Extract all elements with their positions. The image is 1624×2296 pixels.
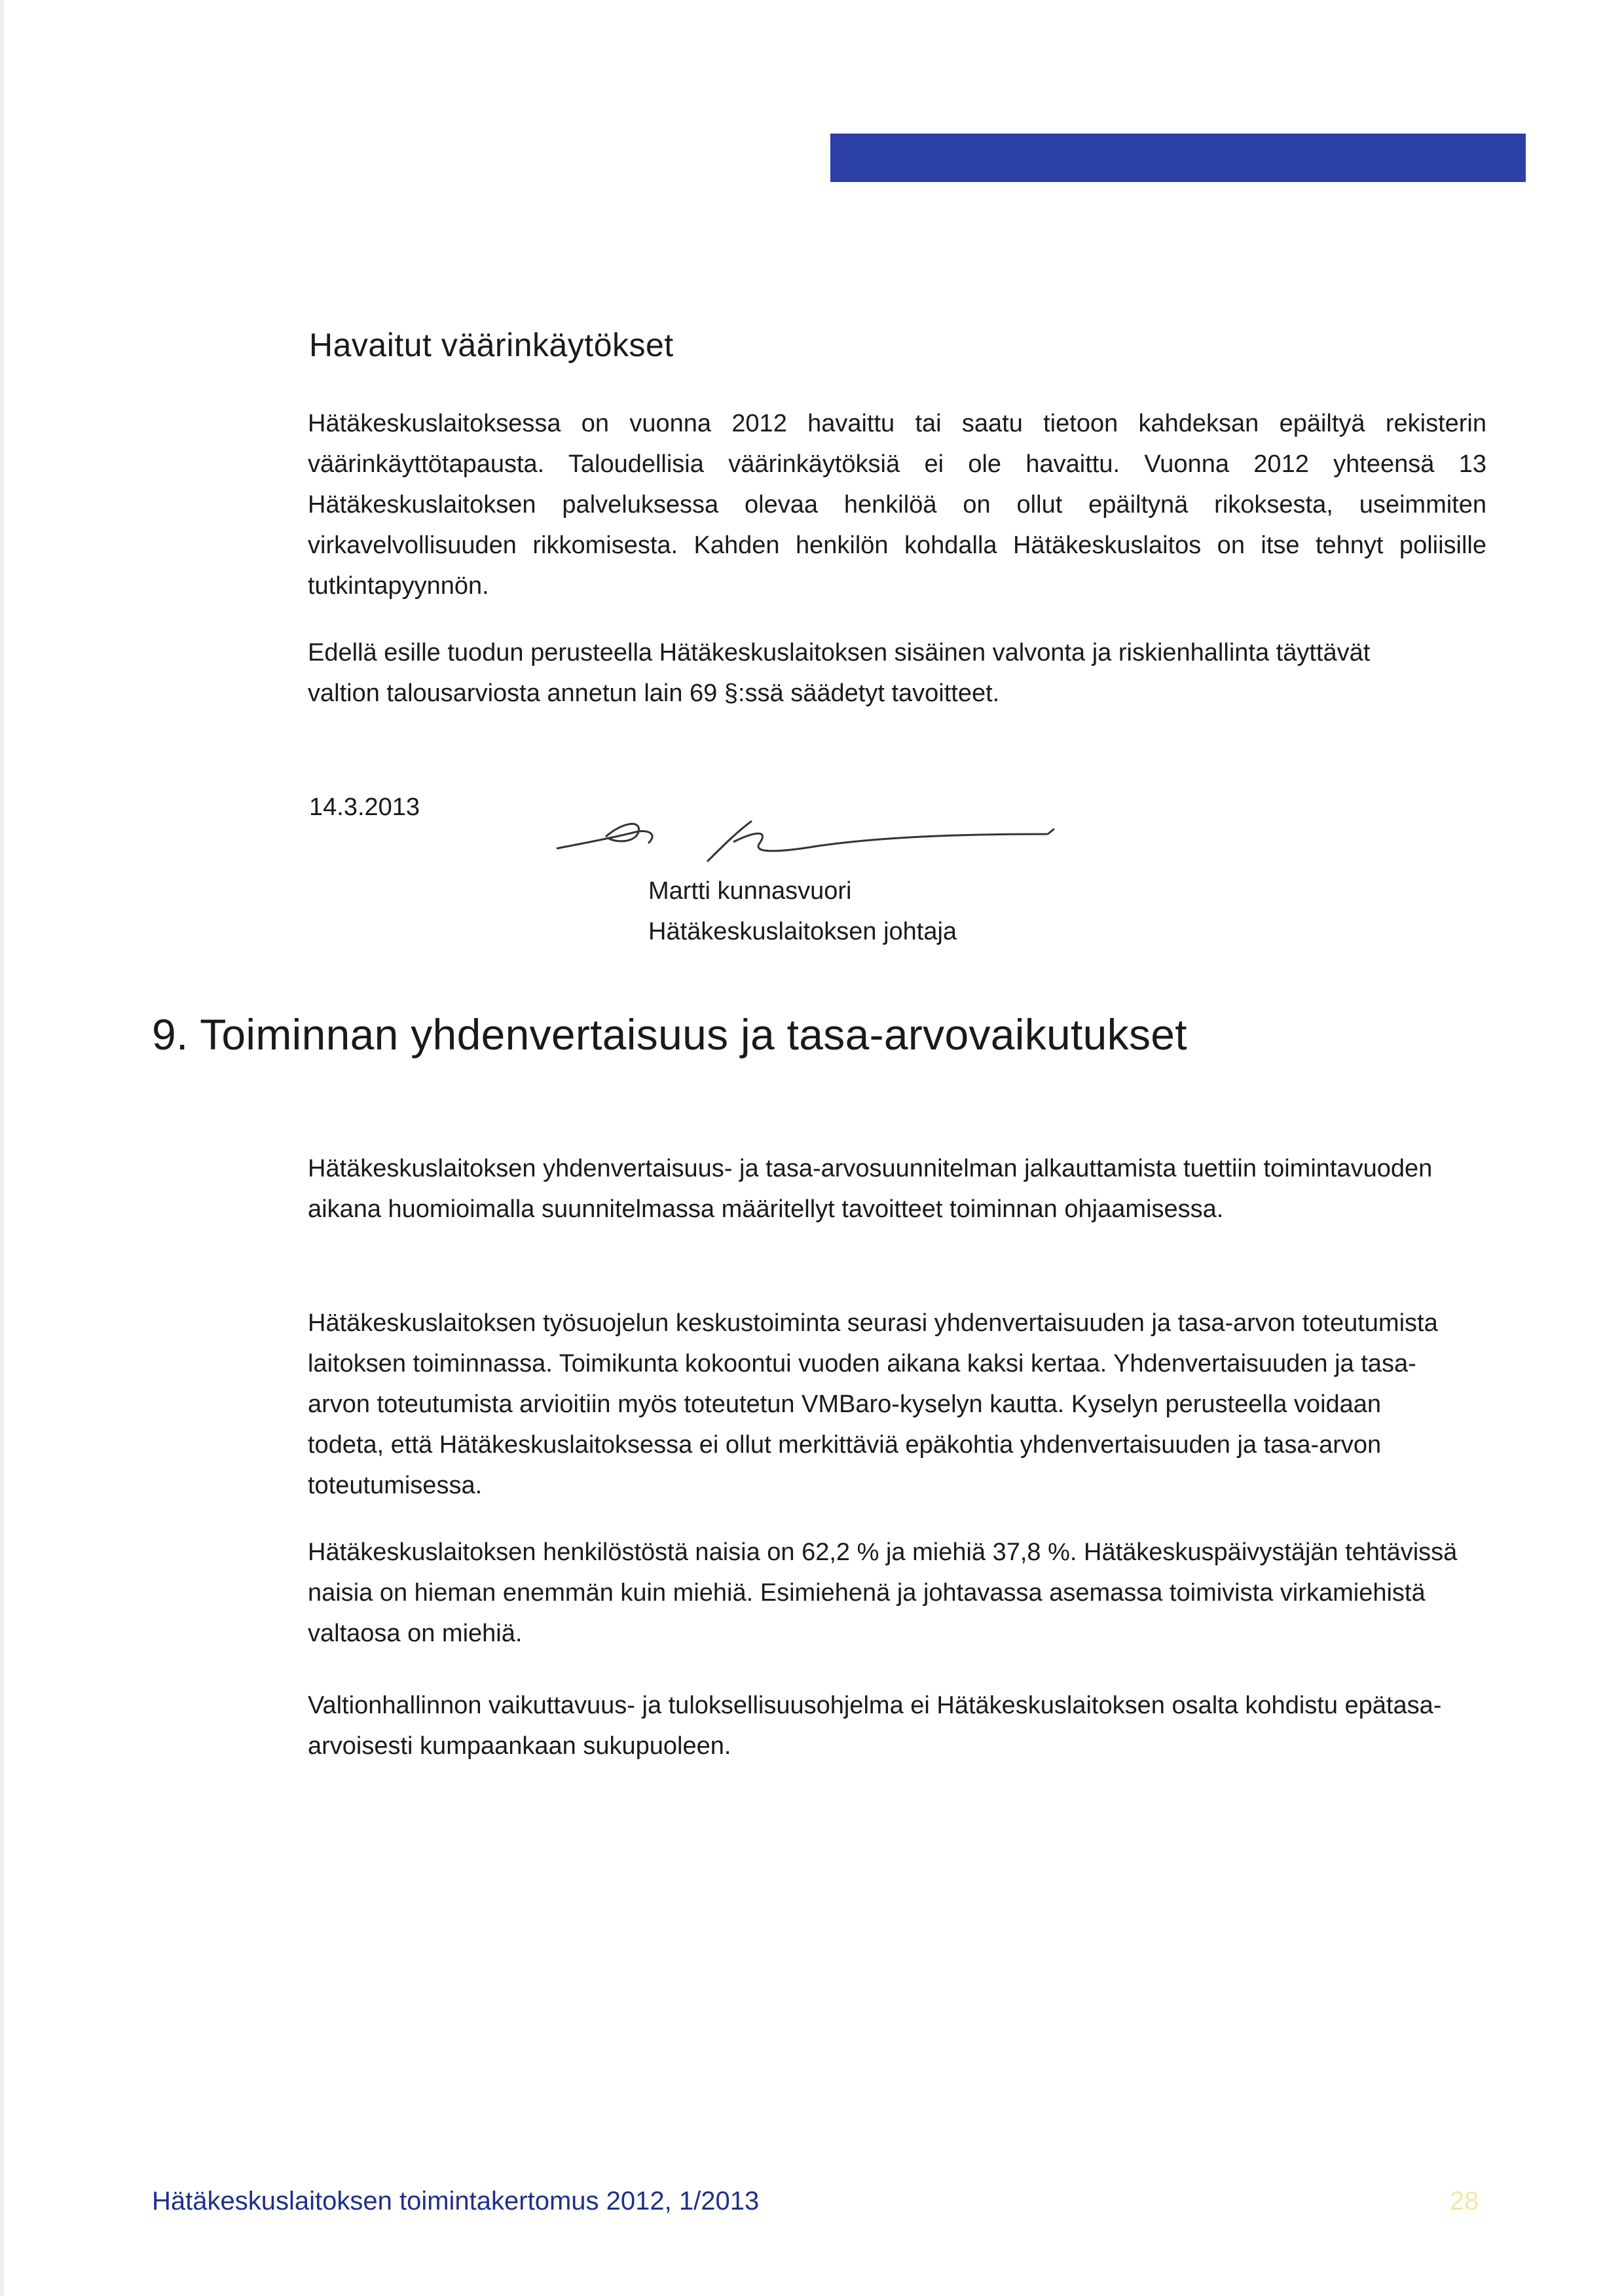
signer-name: Martti kunnasvuori (648, 877, 852, 905)
footer-document-title: Hätäkeskuslaitoksen toimintakertomus 2012, 1/2013 (152, 2187, 760, 2215)
paragraph-internal-control: Edellä esille tuodun perusteella Hätäkeskuslaitoksen sisäinen valvonta ja riskienhallinta täyttävät valtion talousarviosta annetun lain 69 §:ssä säädetyt tavoitteet. (308, 639, 1371, 707)
signer-title: Hätäkeskuslaitoksen johtaja (648, 918, 957, 945)
signer-block (648, 871, 957, 952)
paragraph-misconduct: Hätäkeskuslaitoksessa on vuonna 2012 havaittu tai saatu tietoon kahdeksan epäiltyä rekisterin väärinkäyttötapausta. Taloudellisia väärinkäytöksiä ei ole havaittu. Vuonna 2012 yhteensä 13 Hätäkeskuslaitoksen palveluksessa olevaa henkilöä on ollut epäiltynä rikoksesta, useimmiten virkavelvollisuuden rikkomisesta. Kahden henkilön kohdalla Hätäkeskuslaitos on itse tehnyt poliisille tutkintapyynnön. (308, 410, 1486, 600)
section-9-heading: 9. Toiminnan yhdenvertaisuus ja tasa-arvovaikutukset (152, 1010, 1187, 1059)
paragraph-equality-monitoring: Hätäkeskuslaitoksen työsuojelun keskustoiminta seurasi yhdenvertaisuuden ja tasa-arvon toteutumista laitoksen toiminnassa. Toimikunta kokoontui vuoden aikana kaksi kertaa. Yhdenvertaisuuden ja tasa-arvon toteutumista arvioitiin myös toteutetun VMBaro-kyselyn kautta. Kyselyn perusteella voidaan todeta, että Hätäkeskuslaitoksessa ei ollut merkittäviä epäkohtia yhdenvertaisuuden ja tasa-arvon toteutumisessa. (308, 1309, 1438, 1499)
signature-date: 14.3.2013 (309, 793, 420, 821)
paragraph-staff-gender: Hätäkeskuslaitoksen henkilöstöstä naisia on 62,2 % ja miehiä 37,8 %. Hätäkeskuspäivystäjän tehtävissä naisia on hieman enemmän kuin miehiä. Esimiehenä ja johtavassa asemassa toimivista virkamiehistä valtaosa on miehiä. (308, 1539, 1458, 1647)
page-number: 28 (1450, 2187, 1479, 2215)
handwritten-signature (544, 803, 1067, 875)
header-color-bar (830, 134, 1526, 182)
paragraph-equality-plan: Hätäkeskuslaitoksen yhdenvertaisuus- ja tasa-arvosuunnitelman jalkauttamista tuettiin toimintavuoden aikana huomioimalla suunnitelmassa määritellyt tavoitteet toiminnan ohjaamisessa. (308, 1155, 1433, 1223)
paragraph-effectiveness-programme: Valtionhallinnon vaikuttavuus- ja tuloksellisuusohjelma ei Hätäkeskuslaitoksen osalta kohdistu epätasa-arvoisesti kumpaankaan sukupuoleen. (308, 1692, 1442, 1760)
section-heading-misconduct: Havaitut väärinkäytökset (309, 327, 674, 363)
scan-edge (0, 0, 4, 2296)
